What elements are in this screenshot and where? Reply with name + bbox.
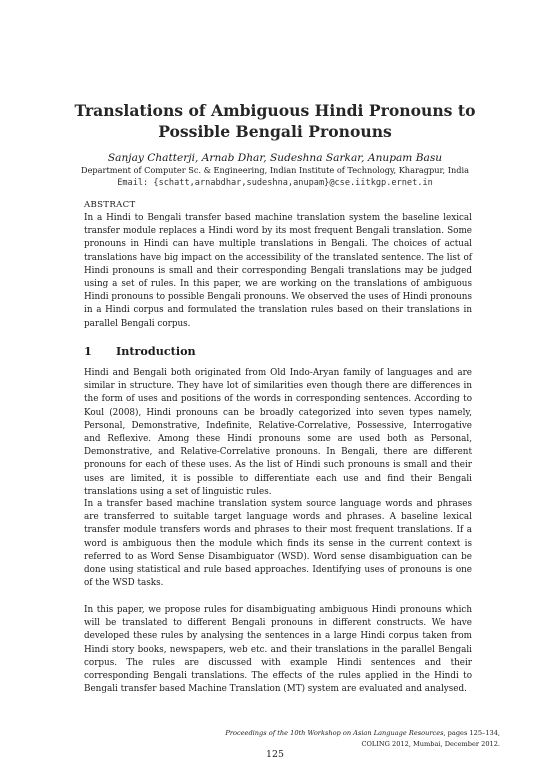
page-number: 125 [266,749,284,760]
affiliation: Department of Computer Sc. & Engineering, Indian Institute of Technology, Kharagpur, India [81,165,469,175]
footer-conference: COLING 2012, Mumbai, December 2012. [361,740,500,748]
abstract-heading: ABSTRACT [84,200,136,210]
intro-paragraph-3: In this paper, we propose rules for disambiguating ambiguous Hindi pronouns which will be translated to different Bengali pronouns in different constructs. We have developed these rules by analysing the sentences in a large Hindi corpus taken from Hindi story books, newspapers, web etc. and their translations in the parallel Bengali corpus. The rules are discussed with example Hindi sentences and their corresponding Bengali translations. The effects of the rules applied in the Hindi to Bengali transfer based Machine Translation (MT) system are evaluated and analysed. [84,605,472,695]
paper-title [60,100,490,142]
section-title: Introduction [116,344,196,358]
intro-paragraph-1: Hindi and Bengali both originated from Old Indo-Aryan family of languages and are similar in structure. They have lot of similarities even though there are differences in the form of uses and positions of the words in corresponding sentences. According to Koul (2008), Hindi pronouns can be broadly categorized into seven types namely, Personal, Demonstrative, Indefinite, Relative-Correlative, Possessive, Interrogative and Reflexive. Among these Hindi pronouns some are used both as Personal, Demonstrative, and Relative-Correlative pronouns. In Bengali, there are different pronouns for each of these uses. As the list of Hindi such pronouns is small and their uses are limited, it is possible to differentiate each use and find their Bengali translations using a set of linguistic rules. [84,368,472,497]
section-heading-introduction [84,344,196,358]
author-list: Sanjay Chatterji, Arnab Dhar, Sudeshna Sarkar, Anupam Basu [107,152,443,164]
footer-pages: , pages 125–134, [443,729,500,737]
intro-paragraph-2: In a transfer based machine translation system source language words and phrases are transferred to suitable target language words and phrases. A baseline lexical transfer module transfers words and phrases to their most frequent translations. If a word is ambiguous then the module which finds its sense in the current context is referred to as Word Sense Disambiguator (WSD). Word sense disambiguation can be done using statistical and rule based approaches. Identifying uses of pronouns is one of the WSD tasks. [84,499,472,589]
footer-venue: Proceedings of the 10th Workshop on Asian Language Resources [225,729,444,737]
abstract-text: In a Hindi to Bengali transfer based machine translation system the baseline lexical transfer module replaces a Hindi word by its most frequent Bengali translation. Some pronouns in Hindi can have multiple translations in Bengali. The choices of actual translations have big impact on the accessibility of the translated sentence. The list of Hindi pronouns is small and their corresponding Bengali translations may be judged using a set of rules. In this paper, we are working on the translations of ambiguous Hindi pronouns to possible Bengali pronouns. We observed the uses of Hindi pronouns in a Hindi corpus and formulated the translation rules based on their translations in parallel Bengali corpus. [84,213,472,329]
author-emails: Email: {schatt,arnabdhar,sudeshna,anupam}@cse.iitkgp.ernet.in [117,178,433,188]
proceedings-footer [225,728,500,750]
title-line-1: Translations of Ambiguous Hindi Pronouns to [74,101,476,120]
title-line-2: Possible Bengali Pronouns [158,122,392,141]
section-number: 1 [84,344,92,358]
